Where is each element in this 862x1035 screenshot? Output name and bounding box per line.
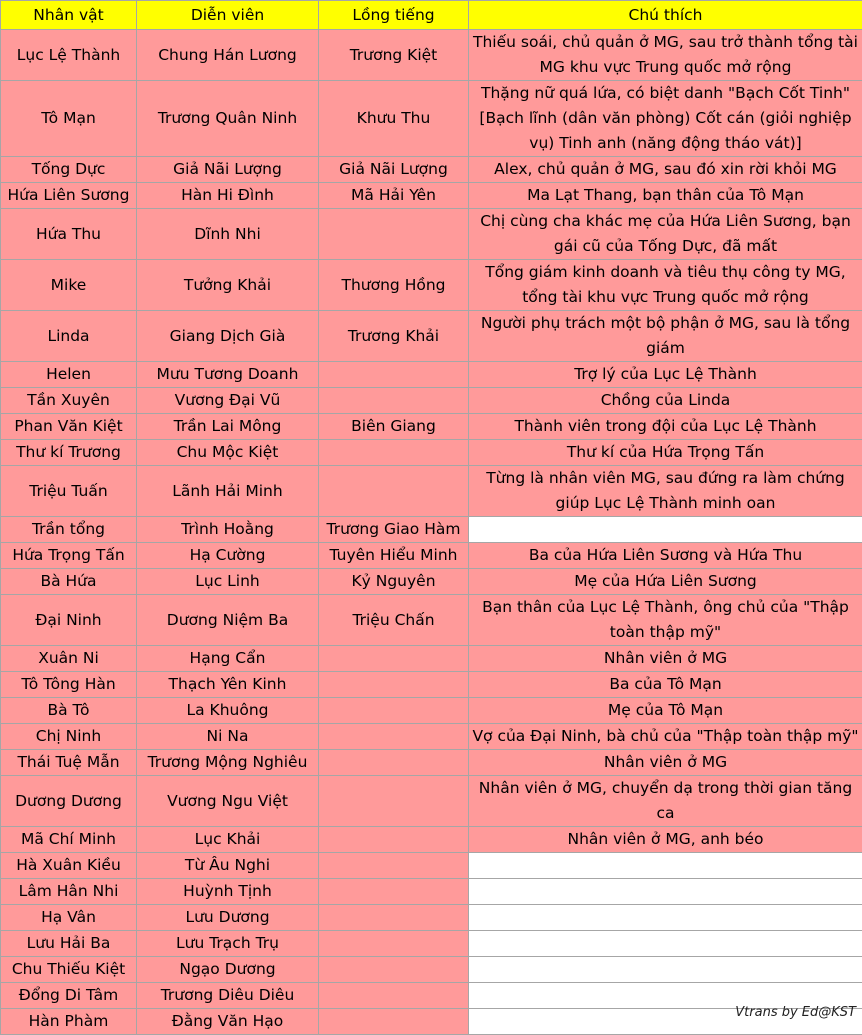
cell-note: Chồng của Linda bbox=[469, 388, 862, 414]
cell-character: Xuân Ni bbox=[1, 646, 137, 672]
cell-character: Tần Xuyên bbox=[1, 388, 137, 414]
cell-voice bbox=[319, 827, 469, 853]
cell-character: Thái Tuệ Mẫn bbox=[1, 750, 137, 776]
cell-note: Từng là nhân viên MG, sau đứng ra làm chứng giúp Lục Lệ Thành minh oan bbox=[469, 466, 862, 517]
table-row bbox=[1, 157, 862, 183]
cell-character: Lục Lệ Thành bbox=[1, 30, 137, 81]
cell-note: Chị cùng cha khác mẹ của Hứa Liên Sương, bạn gái cũ của Tống Dực, đã mất bbox=[469, 209, 862, 260]
cell-voice bbox=[319, 362, 469, 388]
cell-actor: Ni Na bbox=[137, 724, 319, 750]
cell-actor: Lục Linh bbox=[137, 569, 319, 595]
cell-actor: Tưởng Khải bbox=[137, 260, 319, 311]
cell-note: Thư kí của Hứa Trọng Tấn bbox=[469, 440, 862, 466]
cell-character: Hứa Thu bbox=[1, 209, 137, 260]
cell-character: Triệu Tuấn bbox=[1, 466, 137, 517]
table-row bbox=[1, 183, 862, 209]
cell-voice: Khưu Thu bbox=[319, 81, 469, 157]
cell-actor: Đằng Văn Hạo bbox=[137, 1009, 319, 1035]
table-row bbox=[1, 362, 862, 388]
cell-actor: Thạch Yên Kinh bbox=[137, 672, 319, 698]
cell-note: Nhân viên ở MG, chuyển dạ trong thời gian tăng ca bbox=[469, 776, 862, 827]
cell-note: Thành viên trong đội của Lục Lệ Thành bbox=[469, 414, 862, 440]
table-row bbox=[1, 698, 862, 724]
cell-voice: Triệu Chấn bbox=[319, 595, 469, 646]
cell-character: Linda bbox=[1, 311, 137, 362]
cell-note: Bạn thân của Lục Lệ Thành, ông chủ của "Thập toàn thập mỹ" bbox=[469, 595, 862, 646]
table-row bbox=[1, 440, 862, 466]
cell-note: Nhân viên ở MG bbox=[469, 646, 862, 672]
cell-voice: Thương Hồng bbox=[319, 260, 469, 311]
header-voice: Lồng tiếng bbox=[319, 1, 469, 30]
cell-voice bbox=[319, 440, 469, 466]
cell-actor: Hạ Cường bbox=[137, 543, 319, 569]
cell-character: Tô Mạn bbox=[1, 81, 137, 157]
cell-note: Thiếu soái, chủ quản ở MG, sau trở thành tổng tài MG khu vực Trung quốc mở rộng bbox=[469, 30, 862, 81]
cell-note bbox=[469, 905, 862, 931]
cell-note: Nhân viên ở MG bbox=[469, 750, 862, 776]
header-character: Nhân vật bbox=[1, 1, 137, 30]
table-row bbox=[1, 209, 862, 260]
cell-voice bbox=[319, 879, 469, 905]
cell-actor: Chung Hán Lương bbox=[137, 30, 319, 81]
cell-actor: Giang Dịch Già bbox=[137, 311, 319, 362]
cell-voice bbox=[319, 931, 469, 957]
table-row bbox=[1, 569, 862, 595]
cell-character: Hứa Trọng Tấn bbox=[1, 543, 137, 569]
table-row bbox=[1, 311, 862, 362]
header-actor: Diễn viên bbox=[137, 1, 319, 30]
cell-character: Trần tổng bbox=[1, 517, 137, 543]
credit-text: Vtrans by Ed@KST bbox=[735, 1005, 856, 1020]
cell-voice: Mã Hải Yên bbox=[319, 183, 469, 209]
cell-voice bbox=[319, 388, 469, 414]
cell-actor: Trương Mộng Nghiêu bbox=[137, 750, 319, 776]
cell-character: Dương Dương bbox=[1, 776, 137, 827]
cell-actor: Trương Quân Ninh bbox=[137, 81, 319, 157]
cell-character: Hạ Vân bbox=[1, 905, 137, 931]
cell-actor: Hàn Hi Đình bbox=[137, 183, 319, 209]
cell-actor: Giả Nãi Lượng bbox=[137, 157, 319, 183]
cell-note bbox=[469, 517, 862, 543]
cell-voice bbox=[319, 698, 469, 724]
cell-actor: Lưu Trạch Trụ bbox=[137, 931, 319, 957]
cell-character: Mã Chí Minh bbox=[1, 827, 137, 853]
table-row bbox=[1, 879, 862, 905]
table-row bbox=[1, 595, 862, 646]
cell-character: Chị Ninh bbox=[1, 724, 137, 750]
table-row bbox=[1, 414, 862, 440]
cell-voice bbox=[319, 672, 469, 698]
cell-character: Bà Hứa bbox=[1, 569, 137, 595]
cell-actor: La Khuông bbox=[137, 698, 319, 724]
cell-note: Alex, chủ quản ở MG, sau đó xin rời khỏi MG bbox=[469, 157, 862, 183]
table-row bbox=[1, 517, 862, 543]
cell-actor: Vương Đại Vũ bbox=[137, 388, 319, 414]
cell-voice bbox=[319, 209, 469, 260]
table-row bbox=[1, 81, 862, 157]
cell-voice: Trương Kiệt bbox=[319, 30, 469, 81]
cell-voice bbox=[319, 957, 469, 983]
table-row bbox=[1, 30, 862, 81]
cell-actor: Huỳnh Tịnh bbox=[137, 879, 319, 905]
table-row bbox=[1, 827, 862, 853]
cell-actor: Trần Lai Mông bbox=[137, 414, 319, 440]
cell-actor: Dĩnh Nhi bbox=[137, 209, 319, 260]
table-row bbox=[1, 543, 862, 569]
cell-actor: Lãnh Hải Minh bbox=[137, 466, 319, 517]
cell-character: Tô Tông Hàn bbox=[1, 672, 137, 698]
table-row bbox=[1, 672, 862, 698]
cell-actor: Trình Hoằng bbox=[137, 517, 319, 543]
cell-note bbox=[469, 853, 862, 879]
table-row bbox=[1, 646, 862, 672]
cell-voice bbox=[319, 1009, 469, 1035]
cell-voice: Kỷ Nguyên bbox=[319, 569, 469, 595]
cell-character: Lâm Hân Nhi bbox=[1, 879, 137, 905]
cell-note: Trợ lý của Lục Lệ Thành bbox=[469, 362, 862, 388]
cell-note: Thặng nữ quá lứa, có biệt danh "Bạch Cốt Tinh" [Bạch lĩnh (dân văn phòng) Cốt cán (giỏi nghiệp vụ) Tinh anh (năng động tháo vát)] bbox=[469, 81, 862, 157]
cell-voice: Biên Giang bbox=[319, 414, 469, 440]
cell-voice: Tuyên Hiểu Minh bbox=[319, 543, 469, 569]
cell-character: Chu Thiếu Kiệt bbox=[1, 957, 137, 983]
cell-voice: Trương Khải bbox=[319, 311, 469, 362]
cell-character: Bà Tô bbox=[1, 698, 137, 724]
cell-character: Lưu Hải Ba bbox=[1, 931, 137, 957]
table-row bbox=[1, 1009, 862, 1035]
cell-note: Người phụ trách một bộ phận ở MG, sau là tổng giám bbox=[469, 311, 862, 362]
cell-voice bbox=[319, 905, 469, 931]
cell-actor: Chu Mộc Kiệt bbox=[137, 440, 319, 466]
cell-voice: Trương Giao Hàm bbox=[319, 517, 469, 543]
cell-note bbox=[469, 879, 862, 905]
table-row bbox=[1, 466, 862, 517]
cell-note: Nhân viên ở MG, anh béo bbox=[469, 827, 862, 853]
cell-character: Helen bbox=[1, 362, 137, 388]
cell-actor: Lục Khải bbox=[137, 827, 319, 853]
cell-note bbox=[469, 957, 862, 983]
header-note: Chú thích bbox=[469, 1, 862, 30]
cell-note: Ba của Hứa Liên Sương và Hứa Thu bbox=[469, 543, 862, 569]
cell-voice: Giả Nãi Lượng bbox=[319, 157, 469, 183]
cell-character: Đổng Di Tâm bbox=[1, 983, 137, 1009]
cell-voice bbox=[319, 750, 469, 776]
cell-character: Đại Ninh bbox=[1, 595, 137, 646]
table-row bbox=[1, 724, 862, 750]
cell-voice bbox=[319, 983, 469, 1009]
table-row bbox=[1, 388, 862, 414]
cell-character: Tống Dực bbox=[1, 157, 137, 183]
table-row bbox=[1, 750, 862, 776]
table-row bbox=[1, 260, 862, 311]
cell-note bbox=[469, 931, 862, 957]
cell-note: Ba của Tô Mạn bbox=[469, 672, 862, 698]
cell-character: Hàn Phàm bbox=[1, 1009, 137, 1035]
cell-voice bbox=[319, 646, 469, 672]
table-row bbox=[1, 853, 862, 879]
cell-character: Thư kí Trương bbox=[1, 440, 137, 466]
cell-voice bbox=[319, 466, 469, 517]
cell-voice bbox=[319, 853, 469, 879]
cell-character: Phan Văn Kiệt bbox=[1, 414, 137, 440]
table-row bbox=[1, 957, 862, 983]
cell-actor: Ngạo Dương bbox=[137, 957, 319, 983]
cell-note: Mẹ của Tô Mạn bbox=[469, 698, 862, 724]
cell-note: Tổng giám kinh doanh và tiêu thụ công ty MG, tổng tài khu vực Trung quốc mở rộng bbox=[469, 260, 862, 311]
cell-actor: Vương Ngu Việt bbox=[137, 776, 319, 827]
cell-actor: Trương Diêu Diêu bbox=[137, 983, 319, 1009]
cell-note: Vợ của Đại Ninh, bà chủ của "Thập toàn thập mỹ" bbox=[469, 724, 862, 750]
cell-actor: Mưu Tương Doanh bbox=[137, 362, 319, 388]
header-row bbox=[1, 1, 862, 30]
cell-character: Hứa Liên Sương bbox=[1, 183, 137, 209]
table-row bbox=[1, 983, 862, 1009]
cell-note: Mẹ của Hứa Liên Sương bbox=[469, 569, 862, 595]
cell-actor: Lưu Dương bbox=[137, 905, 319, 931]
cell-character: Mike bbox=[1, 260, 137, 311]
table-row bbox=[1, 776, 862, 827]
cell-voice bbox=[319, 776, 469, 827]
table-row bbox=[1, 931, 862, 957]
cell-actor: Từ Âu Nghi bbox=[137, 853, 319, 879]
cell-character: Hà Xuân Kiều bbox=[1, 853, 137, 879]
cell-note: Ma Lạt Thang, bạn thân của Tô Mạn bbox=[469, 183, 862, 209]
cell-voice bbox=[319, 724, 469, 750]
cell-actor: Dương Niệm Ba bbox=[137, 595, 319, 646]
table-row bbox=[1, 905, 862, 931]
cell-actor: Hạng Cẩn bbox=[137, 646, 319, 672]
table-body bbox=[1, 30, 862, 1035]
